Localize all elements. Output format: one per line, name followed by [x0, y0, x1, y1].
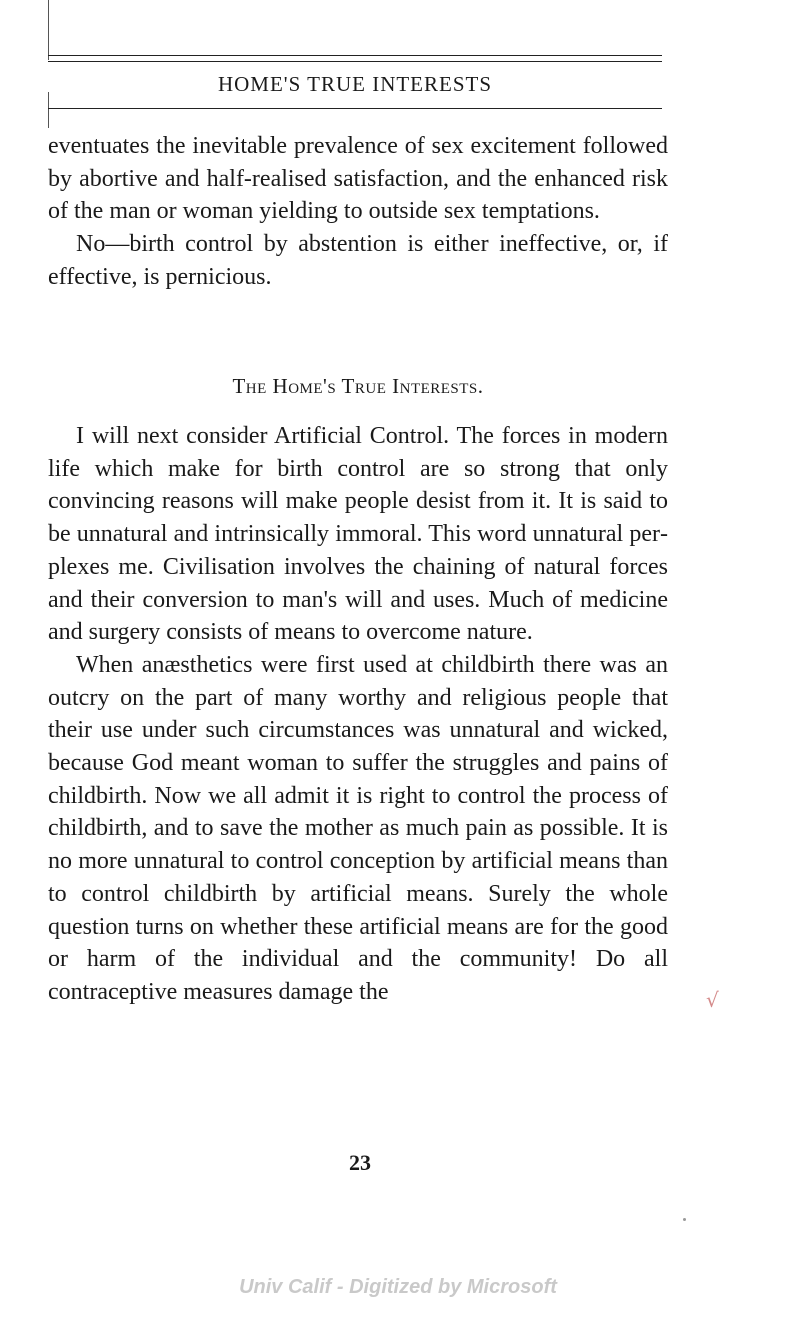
margin-line-upper [48, 0, 49, 60]
page-number: 23 [349, 1150, 371, 1175]
paper-speck [683, 1218, 686, 1221]
header-rule-top-double [48, 61, 662, 62]
paragraph-anaesthetics: When anæsthetics were first used at childbirth there was an outcry on the part of many worthy and religious people that their use under such circumstances was unnatural and wicked, because God meant woman to suffer the struggles and pains of childbirth. Now we all admit it is right to control the process of childbirth, and to save the mother as much pain as possible. It is no more unnatural to control conception by artificial means than to control childbirth by artificial means. Surely the whole question turns on whether these artificial means are for the good or harm of the individual and the community! Do all contraceptive measures damage the [48, 651, 668, 1005]
header-rule-bottom [48, 108, 662, 109]
pencil-check-mark: √ [706, 988, 719, 1012]
paragraph-abstention: No—birth control by abstention is either ineffective, or, if effective, is pernicious. [48, 231, 668, 290]
paragraph-artificial-control: I will next consider Artificial Control. The forces in modern life which make for birth control are so strong that only convincing reasons will make people desist from it. It is said to be unnatural and intrinsically immoral. This word unnatural perplexes me. Civilisation involves the chaining of natural forces and their conversion to man's will and uses. Much of medicine and surgery consists of means to overcome nature. [48, 423, 668, 646]
paragraph-continued: eventuates the inevitable prevalence of sex excitement followed by abortive and half-realised satisfaction, and the enhanced risk of the man or woman yielding to outside sex temptations. [48, 133, 668, 225]
section-heading: The Home's True Interests. [232, 374, 484, 398]
header-rule-top [48, 55, 662, 56]
digitization-watermark: Univ Calif - Digitized by Microsoft [239, 1276, 557, 1298]
margin-line-lower [48, 92, 49, 128]
continued-text [48, 130, 668, 294]
section-text [48, 420, 668, 1009]
running-head: HOME'S TRUE INTERESTS [217, 72, 493, 96]
